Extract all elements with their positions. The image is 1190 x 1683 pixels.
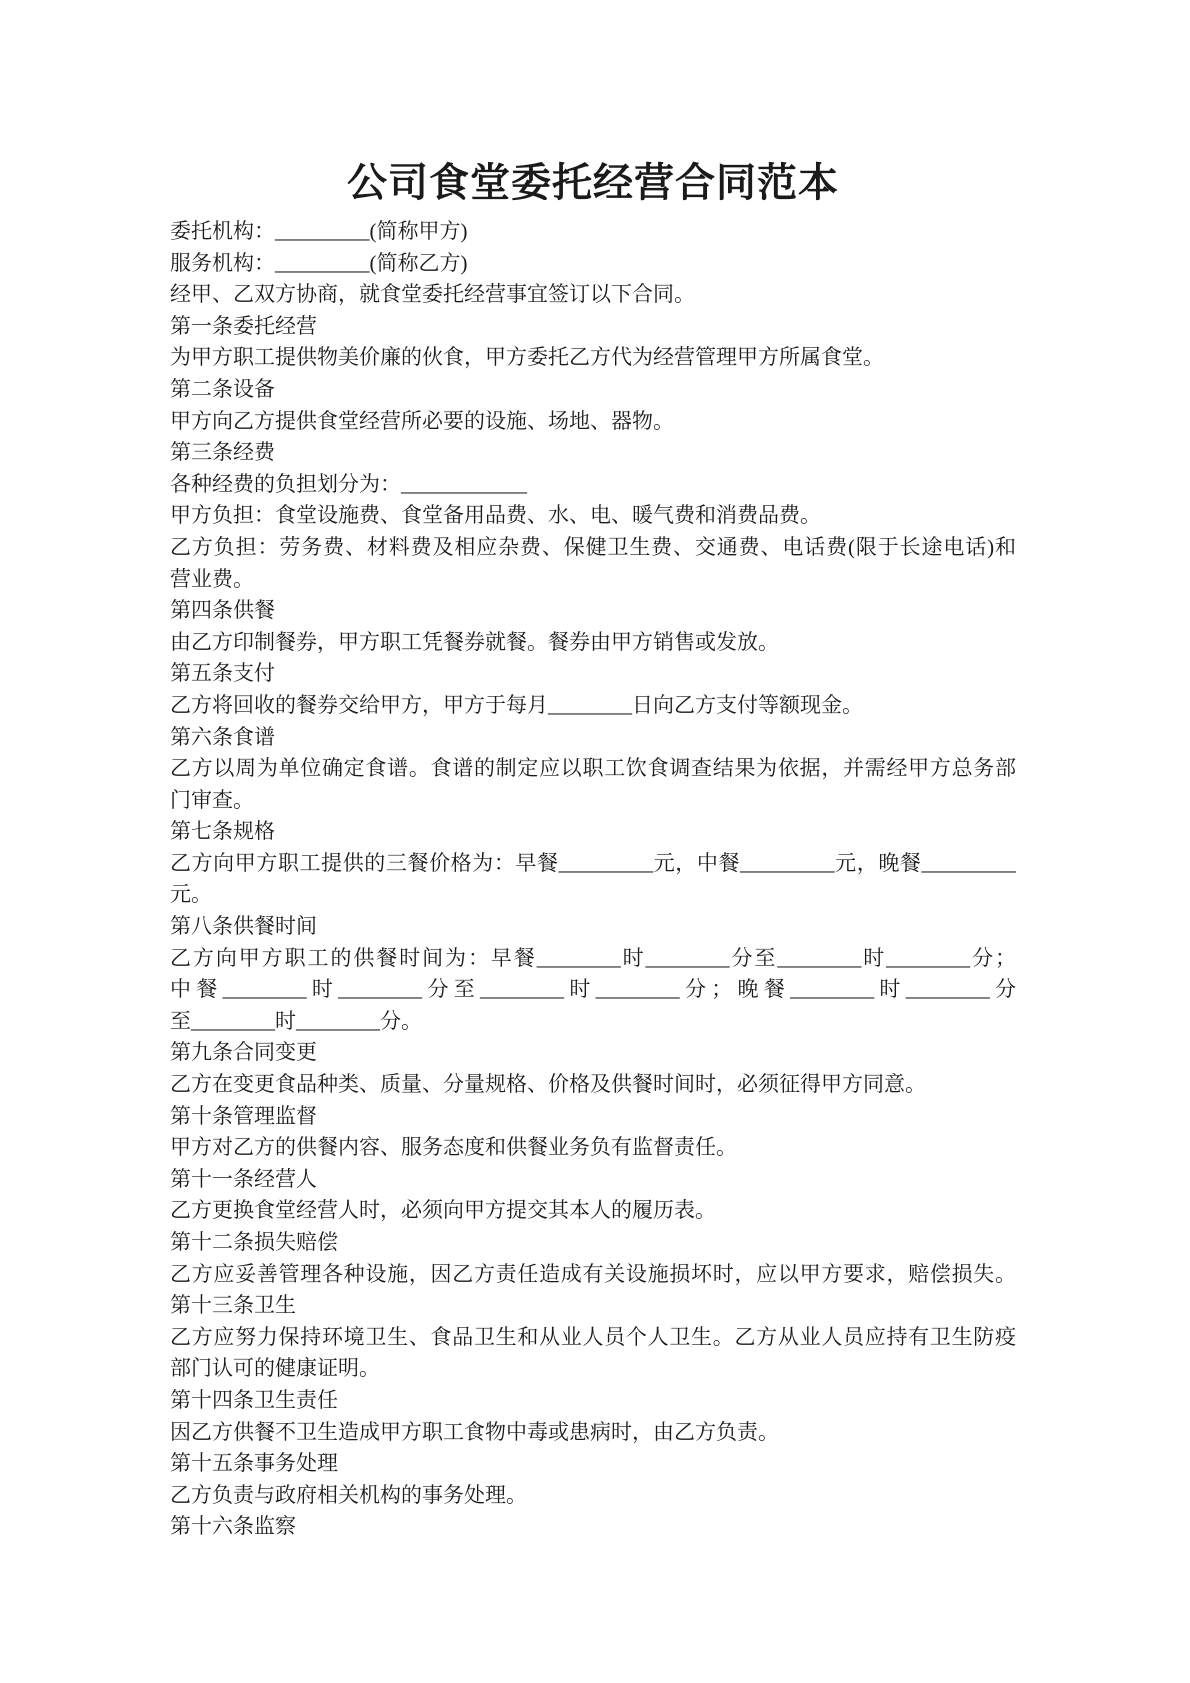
doc-heading-article-1: 第一条委托经营 [170,313,317,338]
doc-heading-article-16: 第十六条监察 [170,1514,296,1539]
doc-heading-article-11: 第十一条经营人 [170,1166,317,1191]
doc-line: 乙方更换食堂经营人时，必须向甲方提交其本人的履历表。 [170,1198,716,1223]
doc-line: 为甲方职工提供物美价廉的伙食，甲方委托乙方代为经营管理甲方所属食堂。 [170,345,884,370]
doc-line: 乙方负担：劳务费、材料费及相应杂费、保健卫生费、交通费、电话费(限于长途电话)和 [170,534,1016,559]
doc-line: 因乙方供餐不卫生造成甲方职工食物中毒或患病时，由乙方负责。 [170,1419,779,1444]
doc-line-blank-field: 至________时________分。 [170,1008,422,1033]
doc-line-party-a: 委托机构：_________(简称甲方) [170,219,468,243]
doc-line: 乙方应努力保持环境卫生、食品卫生和从业人员个人卫生。乙方从业人员应持有卫生防疫 [170,1324,1016,1349]
doc-heading-article-14: 第十四条卫生责任 [170,1387,338,1412]
doc-line: 乙方应妥善管理各种设施，因乙方责任造成有关设施损坏时，应以甲方要求，赔偿损失。 [170,1261,1016,1286]
doc-heading-article-5: 第五条支付 [170,661,275,686]
doc-line: 乙方负责与政府相关机构的事务处理。 [170,1482,527,1507]
doc-heading-article-9: 第九条合同变更 [170,1040,317,1065]
doc-line: 甲方对乙方的供餐内容、服务态度和供餐业务负有监督责任。 [170,1135,737,1160]
document-title: 公司食堂委托经营合同范本 [347,160,839,205]
doc-heading-article-7: 第七条规格 [170,819,275,844]
doc-heading-article-13: 第十三条卫生 [170,1293,296,1318]
doc-heading-article-10: 第十条管理监督 [170,1103,317,1128]
doc-line: 营业费。 [170,566,254,591]
doc-heading-article-3: 第三条经费 [170,440,275,465]
doc-heading-article-2: 第二条设备 [170,376,275,401]
doc-heading-article-8: 第八条供餐时间 [170,914,317,939]
doc-line: 甲方向乙方提供食堂经营所必要的设施、场地、器物。 [170,408,674,433]
doc-heading-article-12: 第十二条损失赔偿 [170,1230,338,1254]
doc-line: 门审查。 [170,787,254,812]
doc-line-blank-field: 乙方向甲方职工提供的三餐价格为：早餐_________元，中餐_________元，晚餐_________ [170,850,1016,875]
doc-line: 元。 [170,882,212,907]
doc-line-blank-field: 乙方向甲方职工的供餐时间为：早餐________时________分至________时________分； [170,945,1016,970]
doc-heading-article-6: 第六条食谱 [170,724,275,749]
doc-line-blank-field: 各种经费的负担划分为：____________ [170,471,527,496]
doc-line-blank-field: 乙方将回收的餐券交给甲方，甲方于每月________日向乙方支付等额现金。 [170,692,863,717]
doc-heading-article-4: 第四条供餐 [170,598,275,623]
document-content [170,160,1016,1543]
doc-line: 由乙方印制餐券，甲方职工凭餐券就餐。餐券由甲方销售或发放。 [170,629,779,654]
doc-line-party-b: 服务机构：_________(简称乙方) [170,250,468,275]
doc-line-blank-field: 中餐________时________分至________时________分；晚餐________时________分 [170,977,1016,1002]
doc-line: 部门认可的健康证明。 [170,1356,380,1381]
doc-line: 乙方在变更食品种类、质量、分量规格、价格及供餐时间时，必须征得甲方同意。 [170,1072,926,1097]
doc-heading-article-15: 第十五条事务处理 [170,1451,338,1476]
doc-line: 乙方以周为单位确定食谱。食谱的制定应以职工饮食调查结果为依据，并需经甲方总务部 [170,756,1016,781]
doc-line: 甲方负担：食堂设施费、食堂备用品费、水、电、暖气费和消费品费。 [170,503,821,528]
doc-line-preamble: 经甲、乙双方协商，就食堂委托经营事宜签订以下合同。 [170,282,695,307]
